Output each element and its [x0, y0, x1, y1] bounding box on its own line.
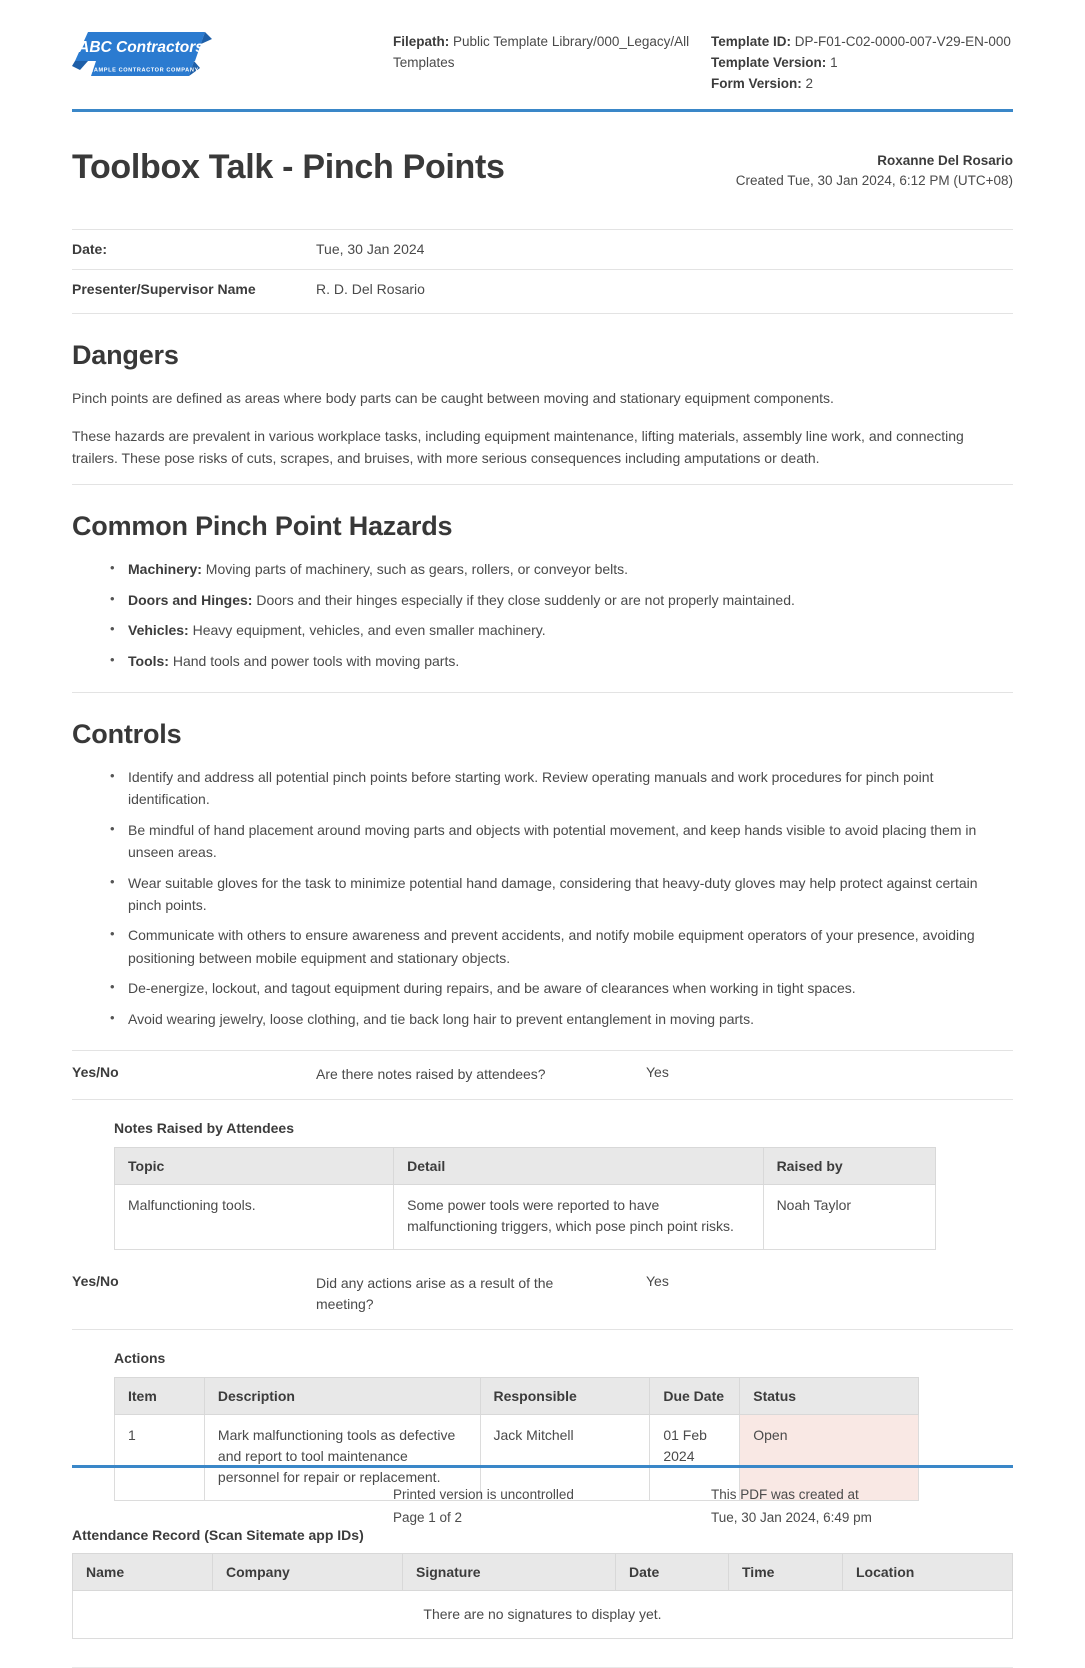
controls-list [72, 766, 1013, 1030]
table-header-row [115, 1147, 936, 1184]
table-row [115, 1184, 936, 1249]
header-divider [72, 109, 1013, 112]
yesno-label: Yes/No [72, 1272, 119, 1289]
filepath-value: Public Template Library/000_Legacy/All Templates [393, 34, 690, 70]
column-header: Company [213, 1553, 403, 1590]
footer-uncontrolled-note: Printed version is uncontrolled [393, 1487, 574, 1502]
form-version-label: Form Version: [711, 75, 802, 91]
bullet-text: Hand tools and power tools with moving parts. [168, 652, 460, 669]
footer-created-label: This PDF was created at [711, 1487, 859, 1502]
hazards-heading: Common Pinch Point Hazards [72, 511, 453, 542]
column-header: Status [740, 1377, 919, 1414]
author-name: Roxanne Del Rosario [877, 152, 1013, 168]
meta-row-date [72, 229, 1013, 269]
template-info-block [711, 30, 1013, 95]
presenter-value: R. D. Del Rosario [316, 281, 425, 298]
column-header: Topic [115, 1147, 394, 1184]
company-logo-icon [72, 30, 212, 82]
column-header: Raised by [763, 1147, 935, 1184]
list-item [110, 558, 1013, 580]
bullet-text: Heavy equipment, vehicles, and even smaller machinery. [188, 622, 546, 639]
bullet-term: Doors and Hinges: [128, 591, 253, 608]
column-header: Due Date [650, 1377, 740, 1414]
list-item: • De-energize, lockout, and tagout equipment during repairs, and be aware of clearances when working in tight spaces. [110, 977, 1013, 999]
notes-table [114, 1147, 936, 1250]
meta-row-presenter [72, 269, 1013, 309]
dangers-paragraph: Pinch points are defined as areas where body parts can be caught between moving and stationary equipment components. [72, 390, 834, 407]
list-item: • Identify and address all potential pinch points before starting work. Review operating manuals and work procedures for pinch point identification. [110, 766, 1013, 811]
date-label: Date: [72, 241, 108, 258]
answer-value: Yes [646, 1272, 669, 1289]
section-hazards [72, 484, 1013, 672]
form-version-value: 2 [805, 75, 814, 91]
presenter-label: Presenter/Supervisor Name [72, 281, 256, 298]
hazards-list [72, 558, 1013, 672]
document-header [72, 0, 1013, 95]
attendance-table [72, 1553, 1013, 1639]
dangers-paragraph: These hazards are prevalent in various workplace tasks, including equipment maintenance, lifting materials, assembly line work, and connecting trailers. These pose risks of cuts, scrapes, and bruises, with more serious consequences including amputations or death. [72, 427, 964, 467]
created-block [736, 148, 1013, 192]
column-header: Location [843, 1553, 1013, 1590]
list-item: • Be mindful of hand placement around moving parts and objects with potential movement, and keep hands visible to avoid placing them in unseen areas. [110, 819, 1013, 864]
table-cell: Mark malfunctioning tools as defective and report to tool maintenance personnel for repair or replacement. [204, 1414, 480, 1500]
table-cell: Malfunctioning tools. [115, 1184, 394, 1249]
list-item [110, 619, 1013, 641]
question-row-notes [72, 1050, 1013, 1100]
template-version-label: Template Version: [711, 54, 827, 70]
table-cell: Jack Mitchell [480, 1414, 650, 1500]
column-header: Responsible [480, 1377, 650, 1414]
column-header: Item [115, 1377, 205, 1414]
form-version-row [711, 74, 1013, 95]
question-row-actions [72, 1260, 1013, 1330]
table-cell: 01 Feb 2024 [650, 1414, 740, 1500]
yesno-label: Yes/No [72, 1063, 119, 1080]
list-item: • Communicate with others to ensure awareness and prevent accidents, and notify mobile equipment operators of your presence, avoiding positioning between mobile equipment and stationary objects. [110, 924, 1013, 969]
actions-heading: Actions [114, 1349, 166, 1366]
column-header: Signature [403, 1553, 616, 1590]
meta-rows [72, 229, 1013, 309]
table-cell: 1 [115, 1414, 205, 1500]
bullet-term: Machinery: [128, 561, 202, 578]
footer-page-number: Page 1 of 2 [393, 1509, 463, 1525]
empty-message: There are no signatures to display yet. [73, 1590, 1013, 1638]
question-text: Are there notes raised by attendees? [316, 1065, 546, 1082]
filepath-block [393, 30, 711, 74]
section-controls [72, 692, 1013, 1030]
table-cell: Noah Taylor [763, 1184, 935, 1249]
section-dangers [72, 313, 1013, 469]
dangers-heading: Dangers [72, 340, 179, 371]
footer-spacer [72, 1484, 393, 1530]
date-value: Tue, 30 Jan 2024 [316, 241, 425, 258]
filepath-label: Filepath: [393, 34, 450, 49]
page-title: Toolbox Talk - Pinch Points [72, 147, 505, 186]
company-logo [72, 30, 212, 82]
bullet-term: Tools: [128, 652, 169, 669]
document-footer [72, 1465, 1013, 1530]
logo-subtitle-text: EXAMPLE CONTRACTOR COMPANY [85, 67, 199, 74]
empty-row [73, 1590, 1013, 1638]
template-version-row [711, 53, 1013, 74]
template-version-value: 1 [830, 54, 838, 70]
bullet-text: Doors and their hinges especially if they close suddenly or are not properly maintained. [252, 591, 795, 608]
question-text: Did any actions arise as a result of the meeting? [316, 1274, 554, 1313]
notes-block [114, 1100, 1013, 1250]
notes-heading: Notes Raised by Attendees [114, 1119, 294, 1136]
template-id-row [711, 32, 1013, 53]
logo-block [72, 30, 393, 82]
footer-left [393, 1484, 711, 1530]
column-header: Description [204, 1377, 480, 1414]
column-header: Name [73, 1553, 213, 1590]
controls-heading: Controls [72, 719, 182, 749]
table-header-row [73, 1553, 1013, 1590]
table-header-row [115, 1377, 919, 1414]
attendance-block [72, 1527, 1013, 1639]
column-header: Time [729, 1553, 843, 1590]
template-id-value: DP-F01-C02-0000-007-V29-EN-000 [794, 34, 1011, 49]
column-header: Date [616, 1553, 729, 1590]
answer-value: Yes [646, 1063, 669, 1080]
logo-title-text: ABC Contractors [78, 39, 204, 56]
created-timestamp: Created Tue, 30 Jan 2024, 6:12 PM (UTC+08) [735, 173, 1013, 189]
bullet-text: Moving parts of machinery, such as gears, rollers, or conveyor belts. [201, 561, 629, 578]
list-item [110, 589, 1013, 611]
list-item: • Wear suitable gloves for the task to minimize potential hand damage, considering that heavy-duty gloves may help protect against certain pinch points. [110, 872, 1013, 917]
footer-divider [72, 1465, 1013, 1468]
footer-right [711, 1484, 1013, 1530]
status-badge: Open [740, 1414, 919, 1500]
template-id-label: Template ID: [711, 34, 792, 49]
list-item [110, 650, 1013, 672]
attendance-heading: Attendance Record (Scan Sitemate app IDs) [72, 1526, 364, 1543]
column-header: Detail [394, 1147, 763, 1184]
footer-created-timestamp: Tue, 30 Jan 2024, 6:49 pm [711, 1509, 872, 1525]
bullet-term: Vehicles: [128, 622, 189, 639]
list-item: • Avoid wearing jewelry, loose clothing, and tie back long hair to prevent entanglement in moving parts. [110, 1008, 1013, 1030]
table-cell: Some power tools were reported to have malfunctioning triggers, which pose pinch point risks. [394, 1184, 763, 1249]
